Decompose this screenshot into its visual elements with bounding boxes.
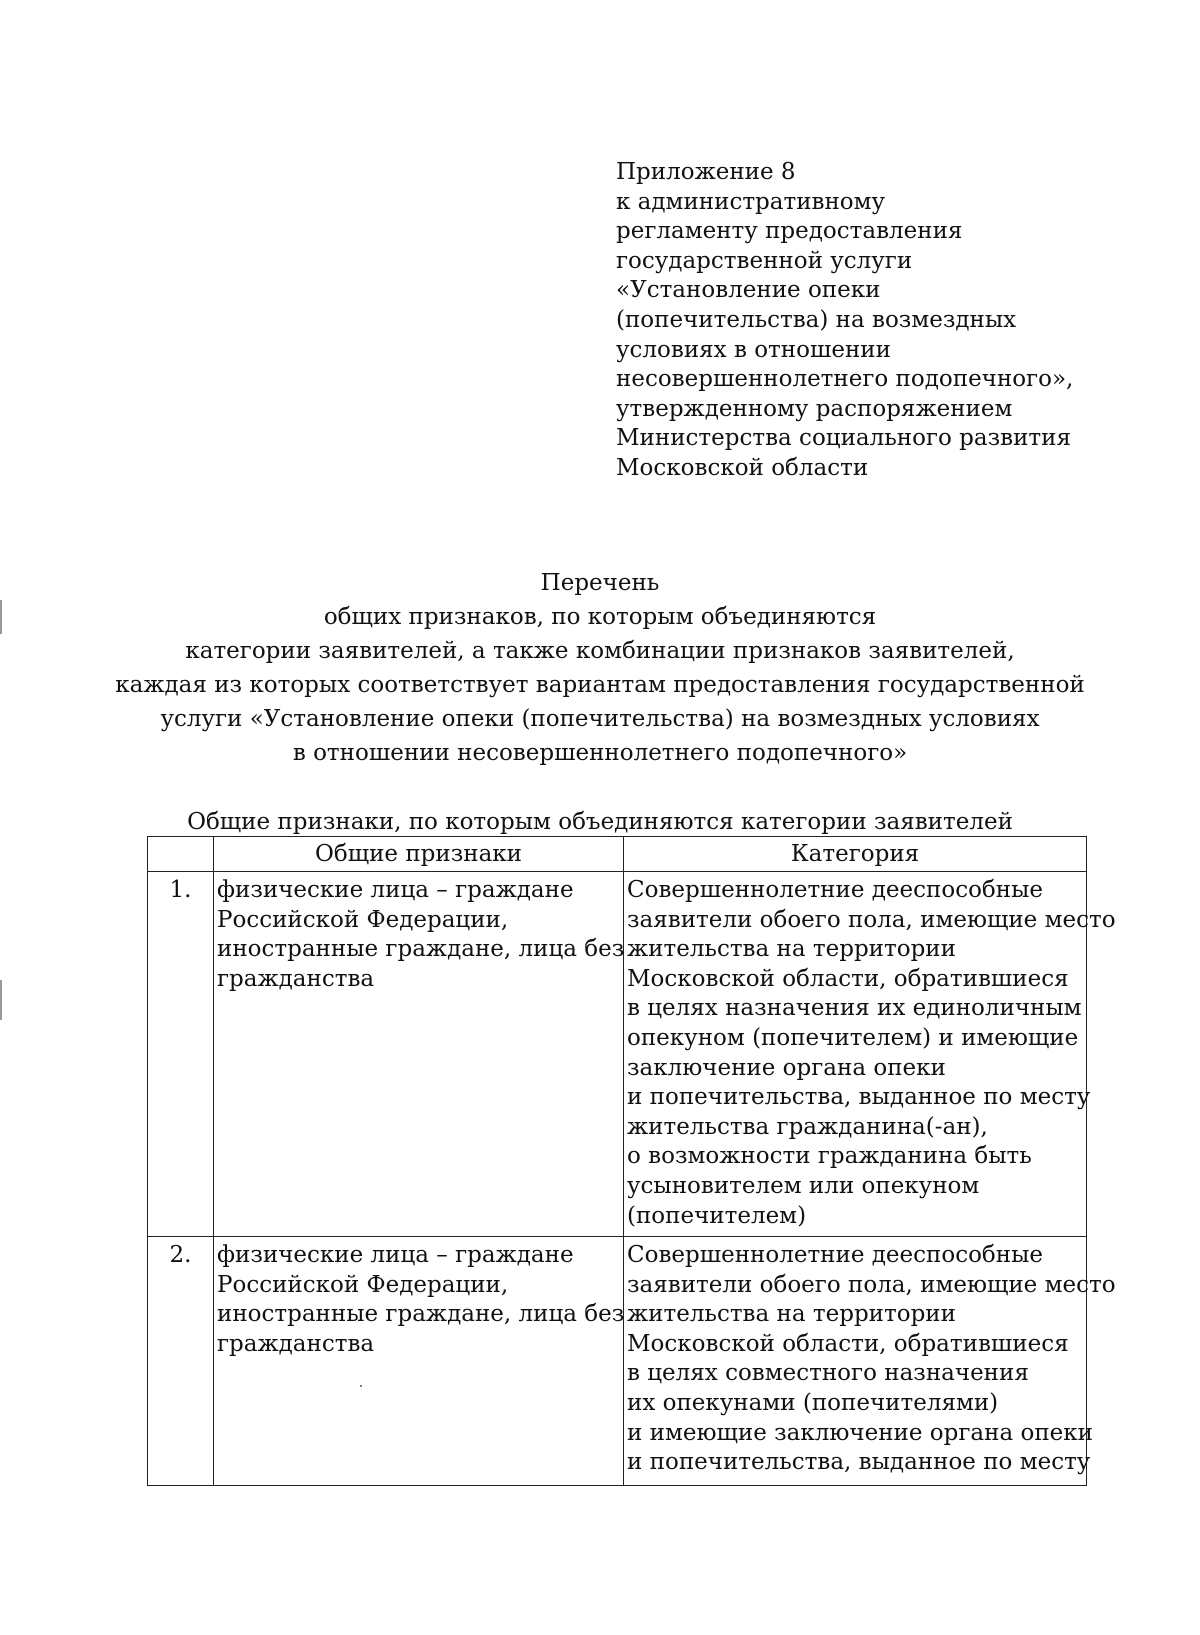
- scan-edge-mark: [0, 980, 2, 1020]
- scan-speck: [360, 1385, 362, 1387]
- appendix-line: условиях в отношении: [616, 336, 891, 363]
- appendix-line: несовершеннолетнего подопечного»,: [616, 366, 1074, 393]
- cell-line: (попечителем): [627, 1202, 807, 1229]
- cell-line: Совершеннолетние дееспособные: [627, 877, 1044, 903]
- column-header-number: [148, 837, 214, 872]
- cell-line: опекуном (попечителем) и имеющие: [627, 1024, 1079, 1051]
- cell-line: жительства гражданина(-ан),: [627, 1113, 988, 1140]
- appendix-line: Министерства социального развития: [616, 425, 1071, 452]
- appendix-line: Московской области: [616, 454, 869, 481]
- appendix-line: государственной услуги: [616, 247, 913, 274]
- heading-line: Перечень: [540, 570, 660, 596]
- categories-table: [147, 836, 1116, 1486]
- cell-line: гражданства: [217, 1330, 375, 1357]
- features-cell: [214, 872, 624, 1237]
- appendix-line: утвержденному распоряжением: [616, 395, 1013, 422]
- cell-line: и попечительства, выданное по месту: [627, 1084, 1091, 1111]
- table-caption: Общие признаки, по которым объединяются категории заявителей: [187, 809, 1013, 835]
- appendix-note: [616, 158, 1086, 484]
- heading-line: услуги «Установление опеки (попечительства) на возмездных условиях: [160, 706, 1040, 732]
- document-heading: [100, 566, 1100, 770]
- cell-line: о возможности гражданина быть: [627, 1143, 1032, 1170]
- category-cell: [624, 1237, 1116, 1486]
- cell-line: их опекунами (попечителями): [627, 1389, 999, 1416]
- cell-line: в целях назначения их единоличным: [627, 995, 1082, 1022]
- heading-line: в отношении несовершеннолетнего подопечного»: [292, 740, 908, 766]
- appendix-line: (попечительства) на возмездных: [616, 306, 1017, 333]
- cell-line: усыновителем или опекуном: [627, 1172, 980, 1199]
- heading-line: каждая из которых соответствует вариантам предоставления государственной: [115, 672, 1085, 698]
- cell-line: гражданства: [217, 965, 375, 992]
- column-header-category: Категория: [624, 837, 1087, 872]
- features-cell: [214, 1237, 624, 1486]
- cell-line: Московской области, обратившиеся: [627, 1330, 1069, 1357]
- cell-line: иностранные граждане, лица без: [217, 936, 625, 963]
- cell-line: заявители обоего пола, имеющие место: [627, 1271, 1116, 1298]
- column-header-features: Общие признаки: [214, 837, 624, 872]
- cell-line: иностранные граждане, лица без: [217, 1301, 625, 1328]
- heading-line: общих признаков, по которым объединяются: [323, 604, 877, 630]
- row-number: 2.: [148, 1237, 214, 1486]
- cell-line: Российской Федерации,: [217, 906, 509, 933]
- appendix-line: Приложение 8: [616, 159, 796, 185]
- cell-line: жительства на территории: [627, 936, 956, 963]
- table-header-row: [148, 837, 1087, 872]
- category-cell: [624, 872, 1116, 1237]
- cell-line: физические лица – граждане: [217, 1242, 574, 1268]
- cell-line: физические лица – граждане: [217, 877, 574, 903]
- cell-line: Московской области, обратившиеся: [627, 965, 1069, 992]
- cell-line: заключение органа опеки: [627, 1054, 946, 1081]
- table-row: [148, 872, 1087, 1237]
- table-row: [148, 1237, 1087, 1486]
- cell-line: в целях совместного назначения: [627, 1360, 1029, 1387]
- heading-line: категории заявителей, а также комбинации признаков заявителей,: [185, 638, 1015, 664]
- appendix-line: к административному: [616, 188, 886, 215]
- cell-line: Совершеннолетние дееспособные: [627, 1242, 1044, 1268]
- scan-edge-mark: [0, 600, 2, 634]
- cell-line: заявители обоего пола, имеющие место: [627, 906, 1116, 933]
- appendix-line: «Установление опеки: [616, 277, 881, 304]
- cell-line: и имеющие заключение органа опеки: [627, 1419, 1093, 1446]
- cell-line: Российской Федерации,: [217, 1271, 509, 1298]
- cell-line: и попечительства, выданное по месту: [627, 1449, 1091, 1476]
- appendix-line: регламенту предоставления: [616, 218, 963, 245]
- cell-line: жительства на территории: [627, 1301, 956, 1328]
- row-number: 1.: [148, 872, 214, 1237]
